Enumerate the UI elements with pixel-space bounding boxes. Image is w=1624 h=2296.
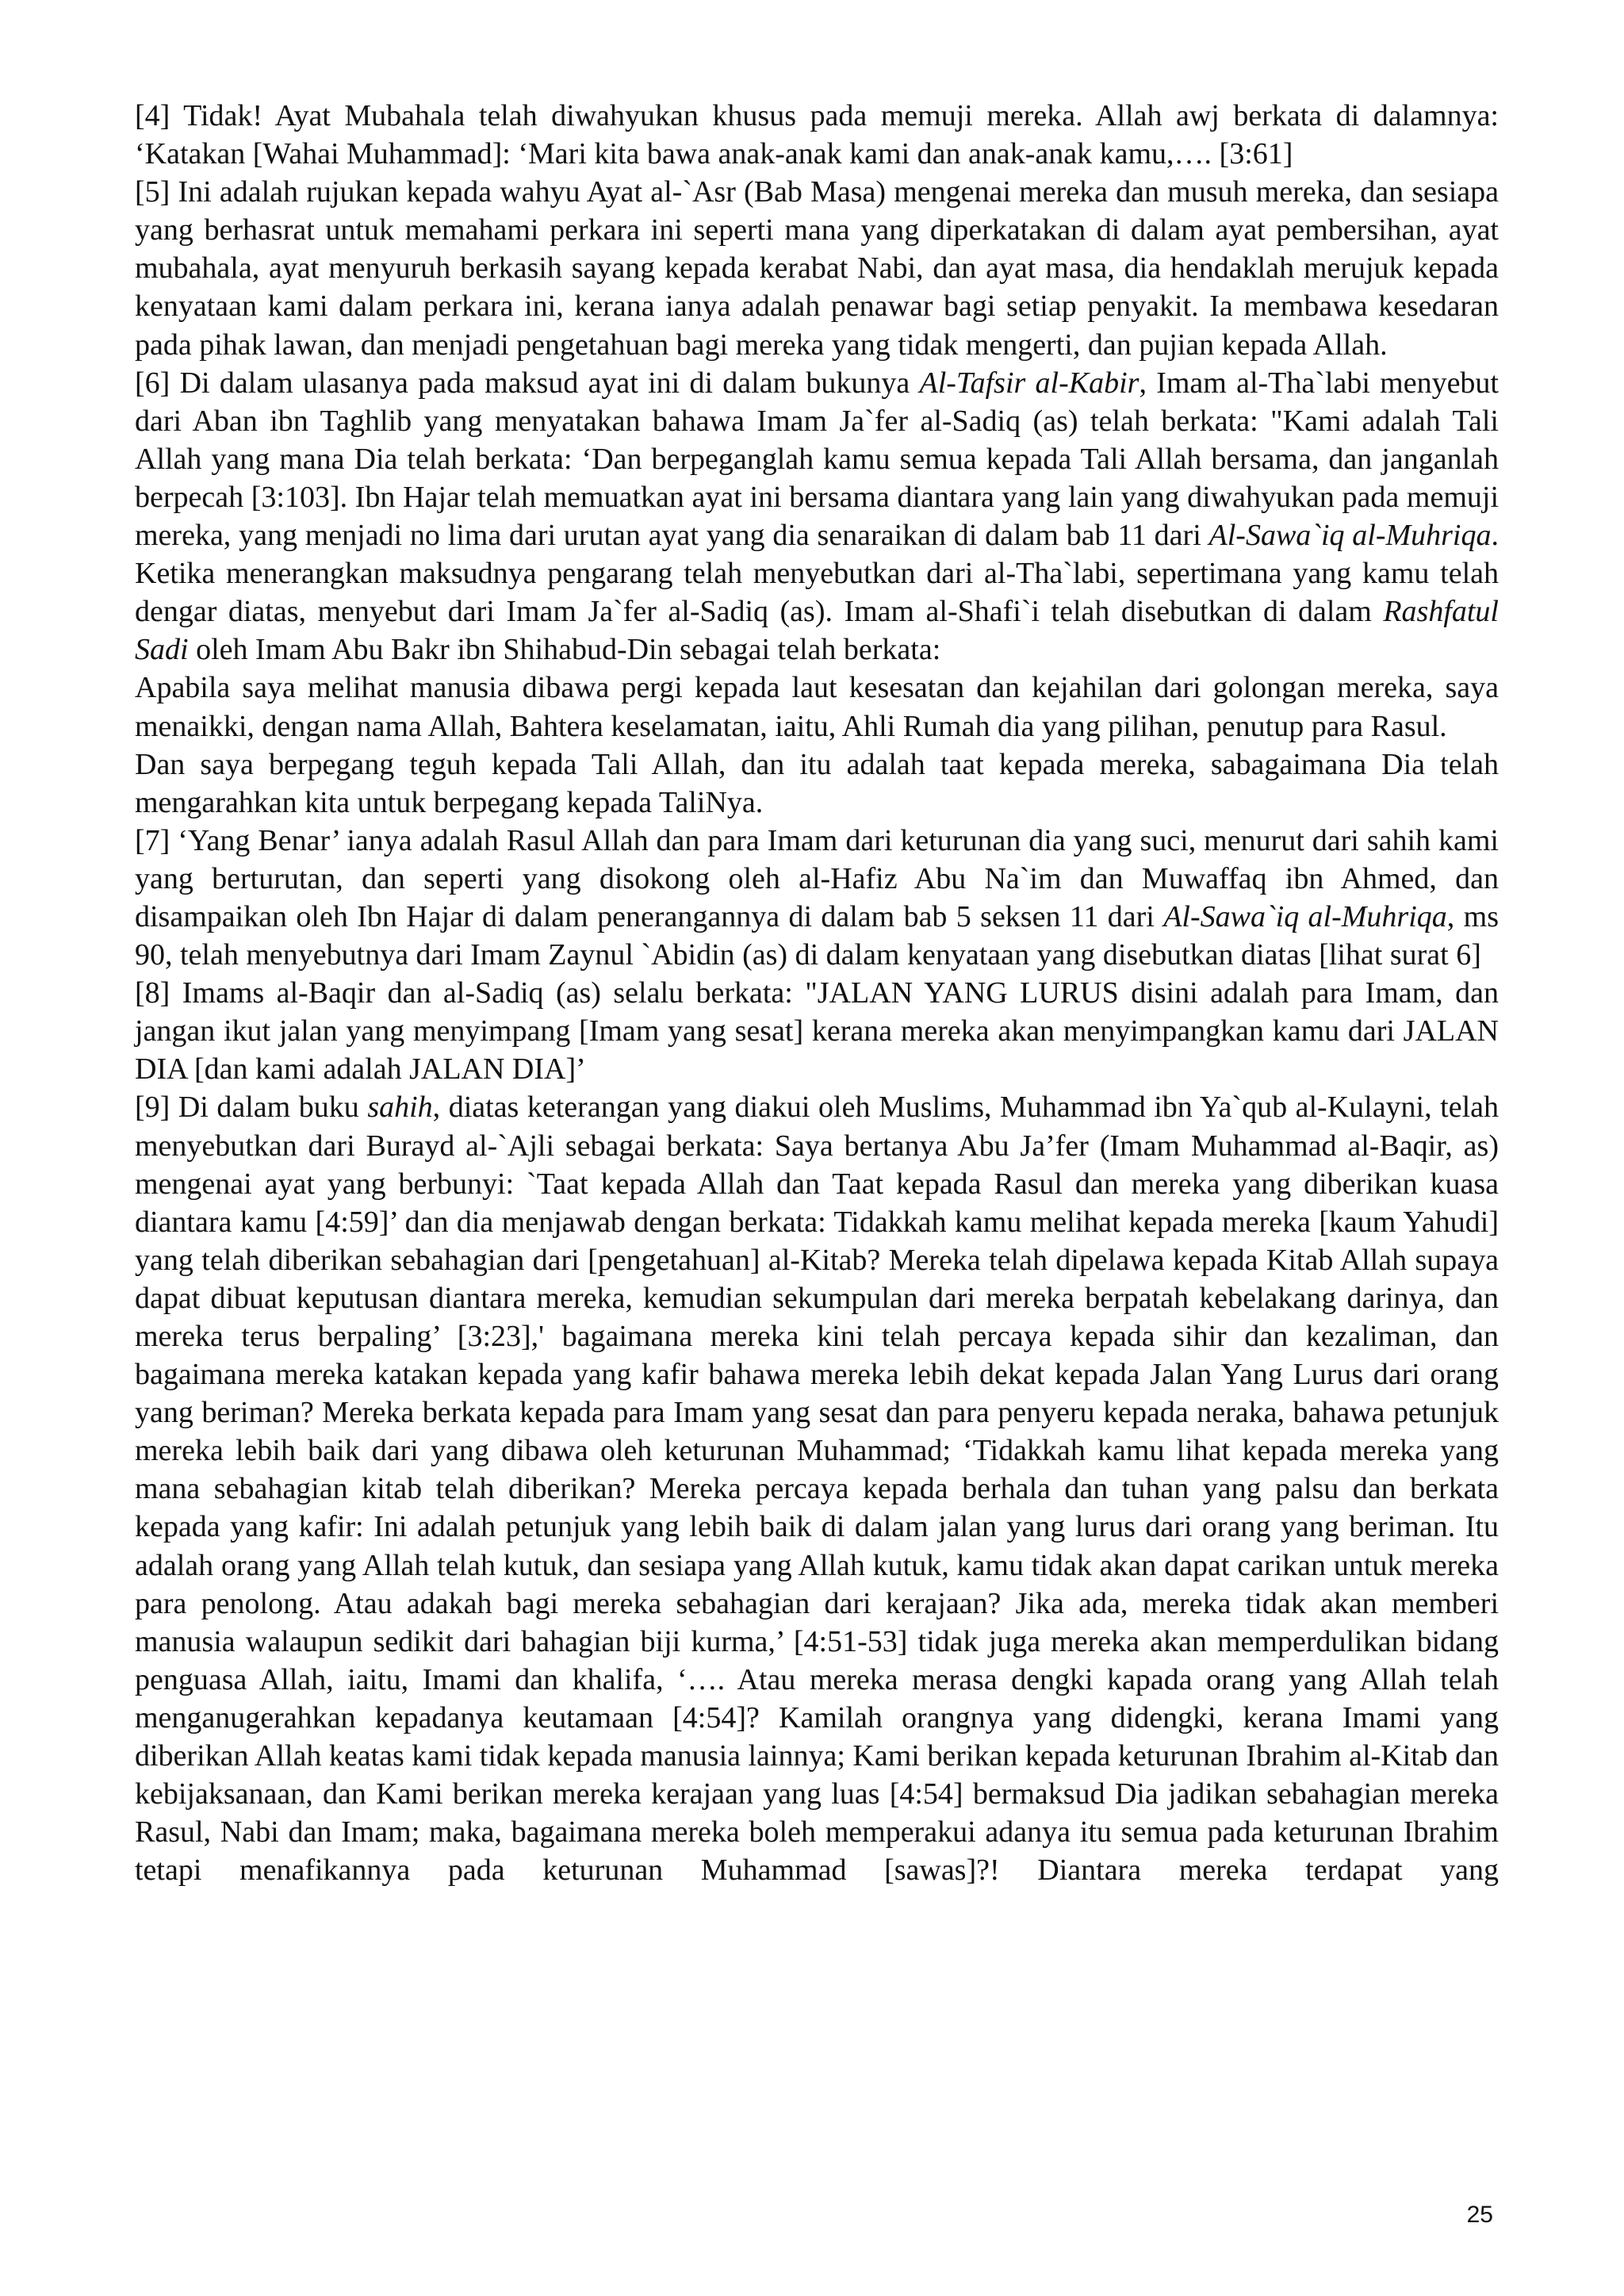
paragraph-text: [9] Di dalam buku [135, 1091, 368, 1125]
paragraph-text: Dan saya berpegang teguh kepada Tali Allah, dan itu adalah taat kepada mereka, sabagaimana Dia telah mengarahkan kita untuk berpegang kepada TaliNya. [135, 747, 1499, 819]
paragraph-text: [4] Tidak! Ayat Mubahala telah diwahyukan khusus pada memuji mereka. Allah awj berkata di dalamnya: ‘Katakan [Wahai Muhammad]: ‘Mari kita bawa anak-anak kami dan anak-anak kamu,…. [3:61] [135, 99, 1499, 171]
paragraph-text: [8] Imams al-Baqir dan al-Sadiq (as) selalu berkata: "JALAN YANG LURUS disini adalah para Imam, dan jangan ikut jalan yang menyimpang [Imam yang sesat] kerana mereka akan menyimpangkan kamu dari JALAN DIA [dan kami adalah JALAN DIA]’ [135, 976, 1499, 1087]
paragraph-note-9 [135, 1088, 1499, 1889]
paragraph-text: [7] ‘Yang Benar’ ianya adalah Rasul Allah dan para Imam dari keturunan dia yang suci, menurut dari sahih kami yang berturutan, dan seperti yang disokong oleh al-Hafiz Abu Na`im dan Muwaffaq ibn Ahmed, dan disampaikan oleh Ibn Hajar di dalam penerangannya di dalam bab 5 seksen 11 dari [135, 823, 1499, 933]
paragraph-note-6 [135, 364, 1499, 669]
paragraph-text: [6] Di dalam ulasanya pada maksud ayat ini di dalam bukunya [135, 366, 920, 400]
book-title-italic: Al-Sawa`iq al-Muhriqa [1163, 899, 1447, 933]
book-title-italic: Rashfatul Sadi [135, 595, 1499, 667]
paragraph-poem-line-2 [135, 746, 1499, 822]
paragraph-poem-line-1 [135, 669, 1499, 745]
paragraph-note-8 [135, 974, 1499, 1088]
page-number: 25 [1466, 2202, 1493, 2228]
paragraph-text: [5] Ini adalah rujukan kepada wahyu Ayat al-`Asr (Bab Masa) mengenai mereka dan musuh mereka, dan sesiapa yang berhasrat untuk memahami perkara ini seperti mana yang diperkatakan di dalam ayat pembersihan, ayat mubahala, ayat menyuruh berkasih sayang kepada kerabat Nabi, dan ayat masa, dia hendaklah merujuk kepada kenyataan kami dalam perkara ini, kerana ianya adalah penawar bagi setiap penyakit. Ia membawa kesedaran pada pihak lawan, dan menjadi pengetahuan bagi mereka yang tidak mengerti, dan pujian kepada Allah. [135, 175, 1499, 362]
book-title-italic: Al-Sawa`iq al-Muhriqa [1208, 519, 1492, 553]
document-body [135, 97, 1499, 1889]
book-title-italic: Al-Tafsir al-Kabir [919, 366, 1139, 400]
book-title-italic: sahih [367, 1091, 433, 1125]
paragraph-note-7 [135, 822, 1499, 974]
paragraph-text: , diatas keterangan yang diakui oleh Muslims, Muhammad ibn Ya`qub al-Kulayni, telah menyebutkan dari Burayd al-`Ajli sebagai berkata: Saya bertanya Abu Ja’fer (Imam Muhammad al-Baqir, as) mengenai ayat yang berbunyi: `Taat kepada Allah dan Taat kepada Rasul dan mereka yang diberikan kuasa diantara kamu [4:59]’ dan dia menjawab dengan berkata: Tidakkah kamu melihat kepada mereka [kaum Yahudi] yang telah diberikan sebahagian dari [pengetahuan] al-Kitab? Mereka telah dipelawa kepada Kitab Allah supaya dapat dibuat keputusan diantara mereka, kemudian sekumpulan dari mereka berpatah kebelakang darinya, dan mereka terus berpaling’ [3:23],' bagaimana mereka kini telah percaya kepada sihir dan kezaliman, dan bagaimana mereka katakan kepada yang kafir bahawa mereka lebih dekat kepada Jalan Yang Lurus dari orang yang beriman? Mereka berkata kepada para Imam yang sesat dan para penyeru kepada neraka, bahawa petunjuk mereka lebih baik dari yang dibawa oleh keturunan Muhammad; ‘Tidakkah kamu lihat kepada mereka yang mana sebahagian kitab telah diberikan? Mereka percaya kepada berhala dan tuhan yang palsu dan berkata kepada yang kafir: Ini adalah petunjuk yang lebih baik di dalam jalan yang lurus dari orang yang beriman. Itu adalah orang yang Allah telah kutuk, dan sesiapa yang Allah kutuk, kamu tidak akan dapat carikan untuk mereka para penolong. Atau adakah bagi mereka sebahagian dari kerajaan? Jika ada, mereka tidak akan memberi manusia walaupun sedikit dari bahagian biji kurma,’ [4:51-53] tidak juga mereka akan memperdulikan bidang penguasa Allah, iaitu, Imami dan khalifa, ‘…. Atau mereka merasa dengki kapada orang yang Allah telah menganugerahkan kepadanya keutamaan [4:54]? Kamilah orangnya yang didengki, kerana Imami yang diberikan Allah keatas kami tidak kepada manusia lainnya; Kami berikan kepada keturunan Ibrahim al-Kitab dan kebijaksanaan, dan Kami berikan mereka kerajaan yang luas [4:54] bermaksud Dia jadikan sebahagian mereka Rasul, Nabi dan Imam; maka, bagaimana mereka boleh memperakui adanya itu semua pada keturunan Ibrahim tetapi menafikannya pada keturunan Muhammad [sawas]?! Diantara mereka terdapat yang [135, 1091, 1499, 1888]
paragraph-note-4 [135, 97, 1499, 173]
paragraph-text: . Ketika menerangkan maksudnya pengarang telah menyebutkan dari al-Tha`labi, sepertimana yang kamu telah dengar diatas, menyebut dari Imam Ja`fer al-Sadiq (as). Imam al-Shafi`i telah disebutkan di dalam [135, 519, 1499, 629]
paragraph-text: , Imam al-Tha`labi menyebut dari Aban ibn Taghlib yang menyatakan bahawa Imam Ja`fer al-Sadiq (as) telah berkata: "Kami adalah Tali Allah yang mana Dia telah berkata: ‘Dan berpeganglah kamu semua kepada Tali Allah bersama, dan janganlah berpecah [3:103]. Ibn Hajar telah memuatkan ayat ini bersama diantara yang lain yang diwahyukan pada memuji mereka, yang menjadi no lima dari urutan ayat yang dia senaraikan di dalam bab 11 dari [135, 366, 1499, 553]
paragraph-text: , ms 90, telah menyebutnya dari Imam Zaynul `Abidin (as) di dalam kenyataan yang disebutkan diatas [lihat surat 6] [135, 899, 1499, 972]
paragraph-text: Apabila saya melihat manusia dibawa pergi kepada laut kesesatan dan kejahilan dari golongan mereka, saya menaikki, dengan nama Allah, Bahtera keselamatan, iaitu, Ahli Rumah dia yang pilihan, penutup para Rasul. [135, 671, 1499, 743]
paragraph-note-5 [135, 173, 1499, 363]
paragraph-text: oleh Imam Abu Bakr ibn Shihabud-Din sebagai telah berkata: [188, 633, 941, 667]
